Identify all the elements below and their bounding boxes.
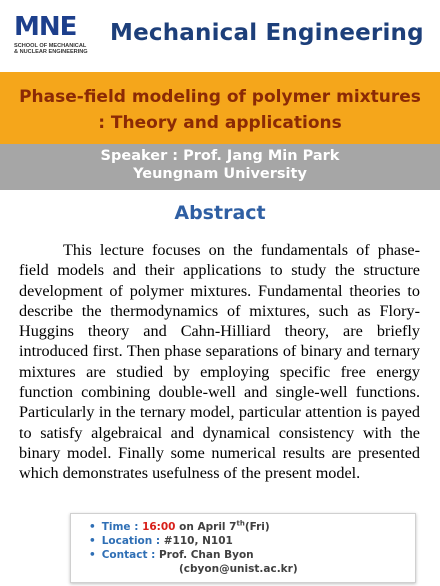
school-logo — [10, 12, 92, 60]
date-text: on April 7 — [175, 521, 237, 533]
event-info-box — [70, 513, 416, 583]
info-item-location — [89, 534, 298, 548]
speaker-affiliation: Yeungnam University — [133, 166, 307, 182]
bullet-icon: • — [89, 521, 96, 533]
info-item-time — [89, 520, 298, 534]
logo-subtitle-line-2: & NUCLEAR ENGINEERING — [14, 49, 88, 55]
day-text: (Fri) — [244, 521, 270, 533]
location-value: #110, N101 — [163, 535, 233, 547]
logo-subtitle-line-1: SCHOOL OF MECHANICAL — [14, 43, 87, 49]
contact-label: Contact : — [101, 549, 159, 561]
abstract-body: This lecture focuses on the fundamentals of phase-field models and their applications to study the structure development of polymer mixtures. Fundamental theories to describe the thermodynamics of mixtures, such as Flory-Huggins theory and Cahn-Hilliard theory, are briefly introduced first. Then phase separations of binary and ternary mixtures are studied by employing specific free energy function combining double-well and single-well functions. Particularly in the ternary model, particular attention is payed to satisfy algebraical and dynamical consistency with the binary model. Finally some numerical results are presented which demonstrates usefulness of the present model. — [19, 241, 420, 483]
time-label: Time : — [101, 521, 143, 533]
talk-title-banner — [0, 72, 440, 144]
talk-title-line-1: Phase-field modeling of polymer mixtures — [19, 87, 421, 107]
info-item-email — [89, 562, 298, 576]
department-title: Mechanical Engineering — [110, 20, 424, 46]
header — [0, 0, 440, 72]
event-info-list — [89, 520, 298, 576]
time-value: 16:00 — [142, 521, 176, 533]
date-suffix: th — [236, 519, 245, 528]
location-label: Location : — [101, 535, 164, 547]
abstract-heading: Abstract — [174, 202, 266, 224]
contact-email[interactable]: (cbyon@unist.ac.kr) — [179, 563, 298, 575]
contact-name: Prof. Chan Byon — [158, 549, 254, 561]
speaker-name: Speaker : Prof. Jang Min Park — [100, 148, 340, 164]
info-item-contact — [89, 548, 298, 562]
talk-title-line-2: : Theory and applications — [98, 113, 342, 133]
bullet-icon: • — [89, 549, 96, 561]
logo-mne-text: MNE — [14, 12, 77, 42]
bullet-icon: • — [89, 535, 96, 547]
